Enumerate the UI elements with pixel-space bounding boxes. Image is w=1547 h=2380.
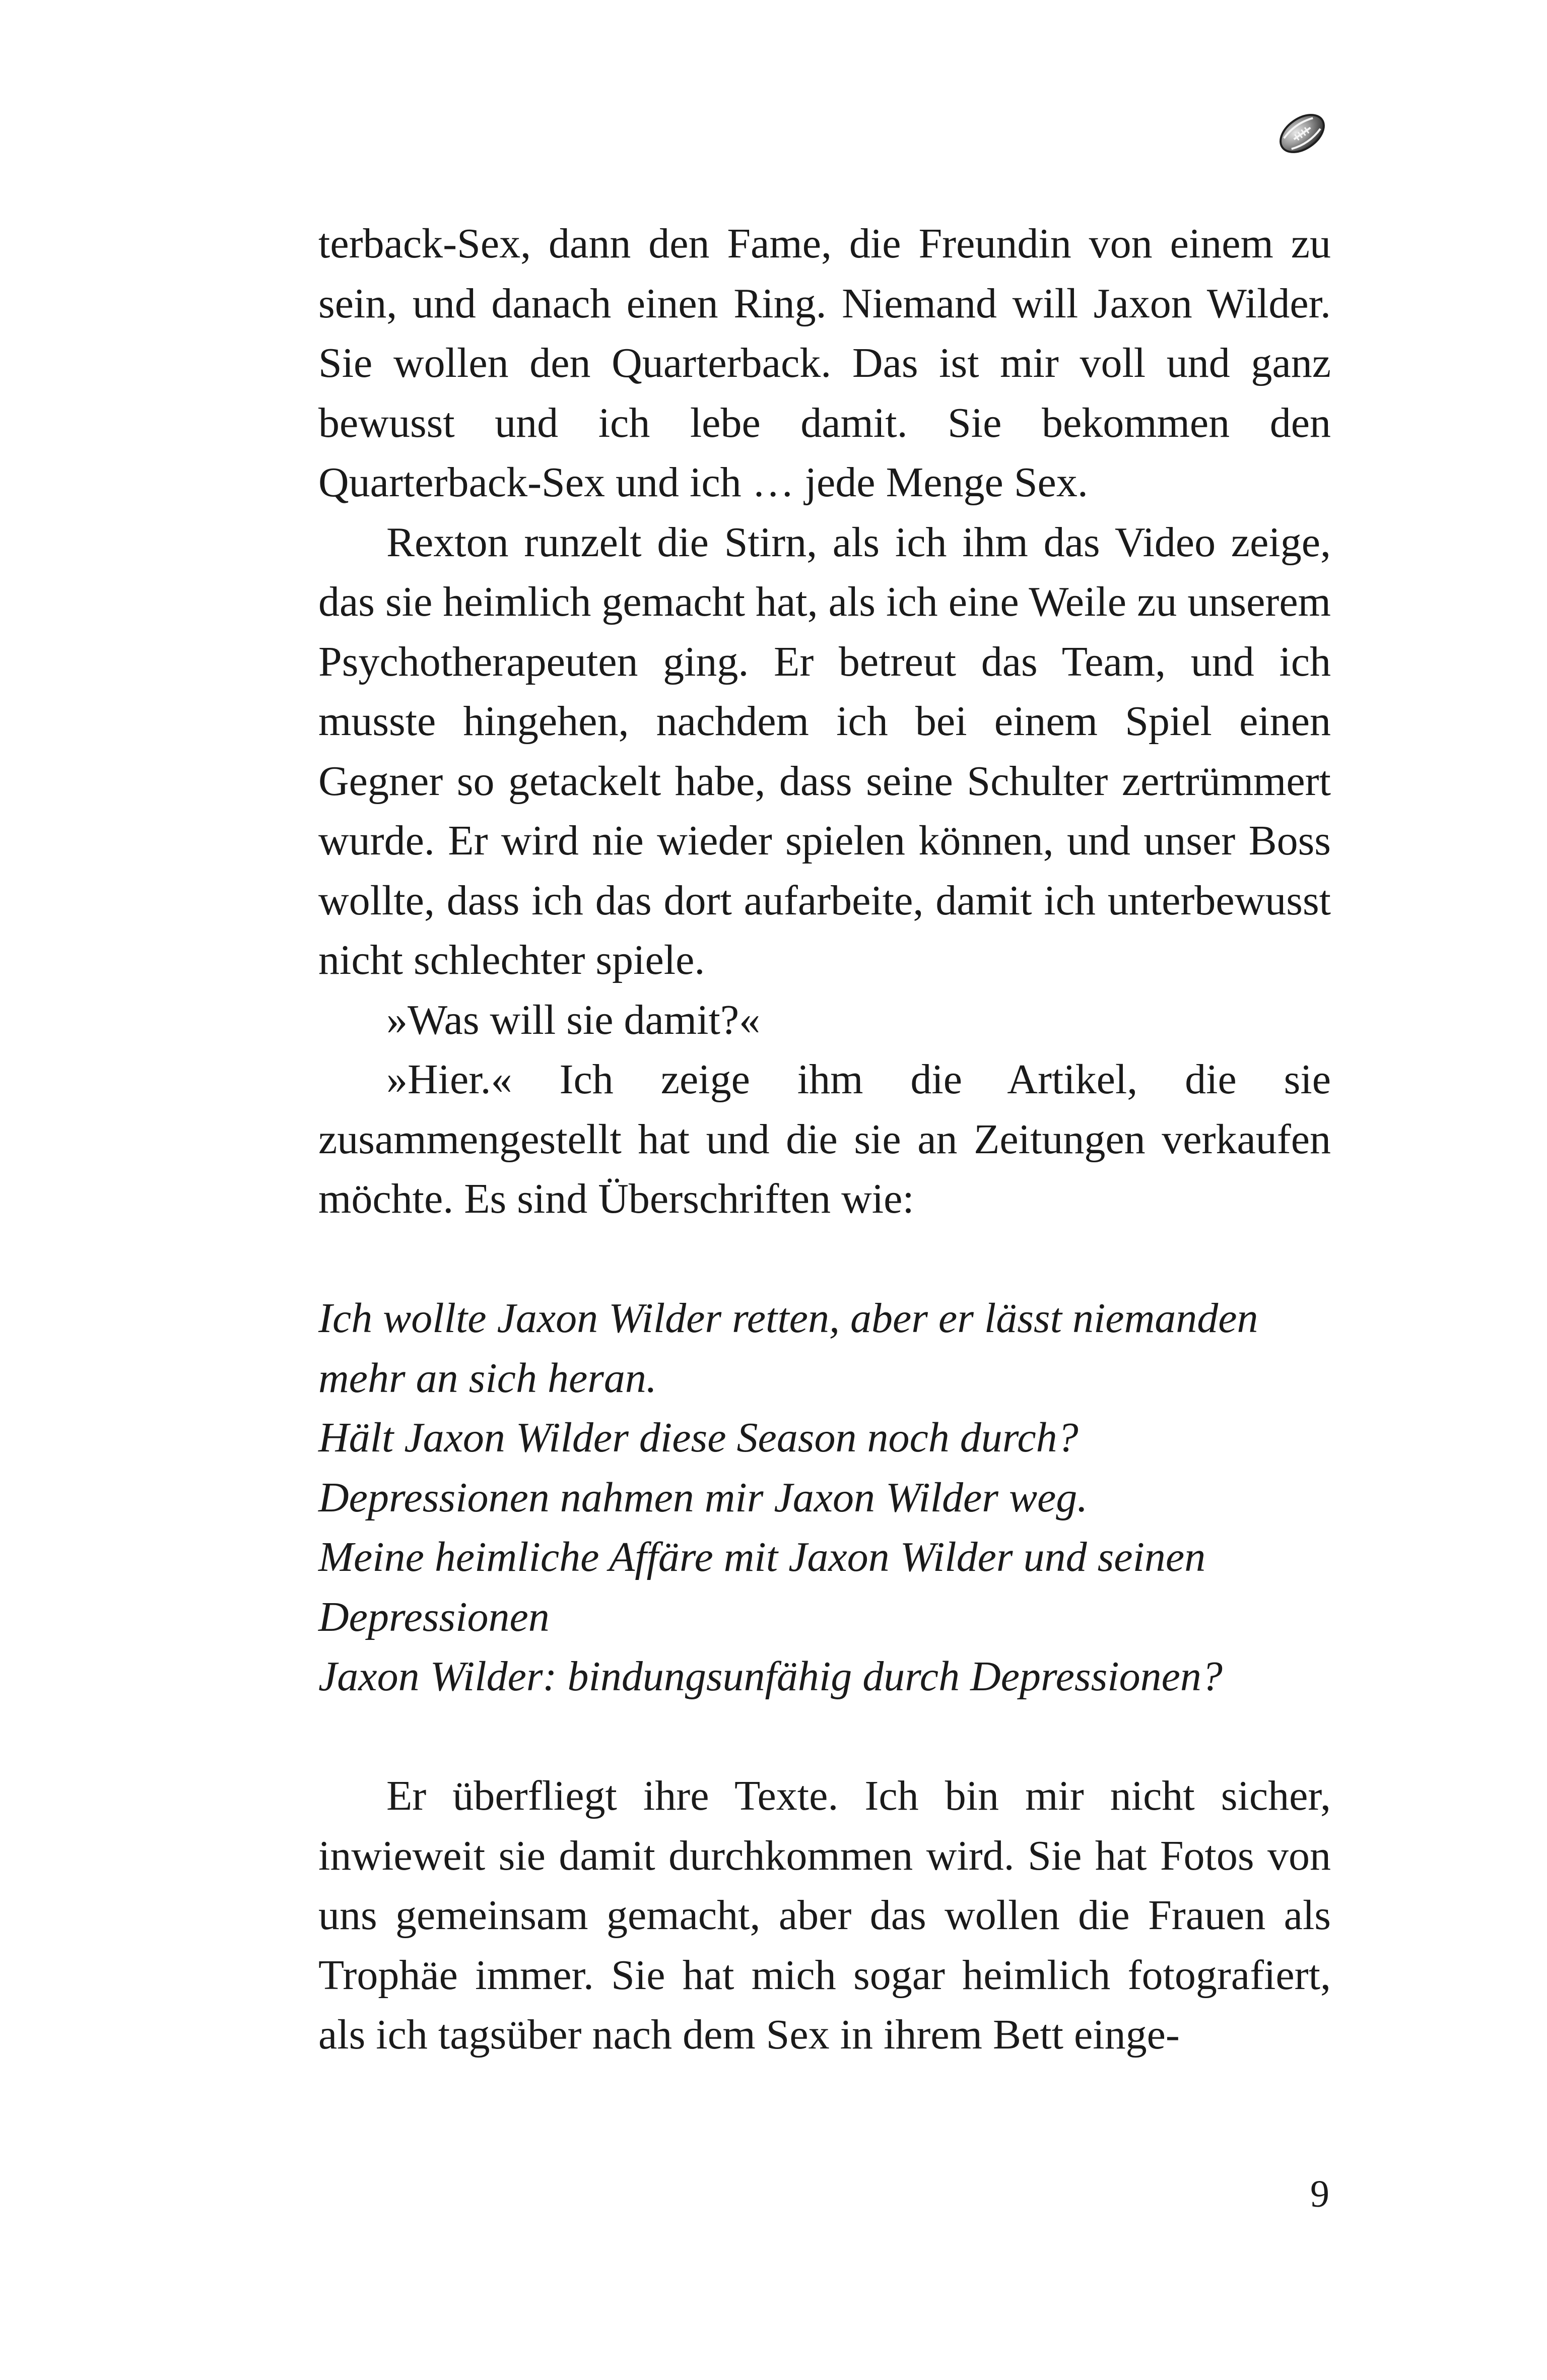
spacer — [318, 1229, 1331, 1289]
spacer — [318, 1707, 1331, 1767]
headline-item: Hält Jaxon Wilder diese Season noch durch? — [318, 1414, 1079, 1461]
paragraph: terback-Sex, dann den Fame, die Freundin von einem zu sein, und danach einen Ring. Niemand will Jaxon Wilder. Sie wollen den Quarterback. Das ist mir voll und ganz bewusst und ich lebe damit. Sie bekommen den Quarterback-Sex und ich … jede Menge Sex. — [318, 220, 1331, 506]
football-icon — [1274, 106, 1330, 161]
headline-item: Meine heimliche Affäre mit Jaxon Wilder und seinen Depressionen — [318, 1534, 1206, 1640]
paragraph: Er überfliegt ihre Texte. Ich bin mir nicht sicher, inwieweit sie damit durchkommen wird. Sie hat Fotos von uns gemeinsam gemacht, aber das wollen die Frauen als Trophäe immer. Sie hat mich sogar heimlich fotografiert, als ich tagsüber nach dem Sex in ihrem Bett einge- — [318, 1772, 1331, 2058]
headline-list — [318, 1289, 1331, 1707]
paragraph: »Was will sie damit?« — [386, 996, 761, 1043]
main-text — [318, 214, 1331, 2065]
headline-item: Depressionen nahmen mir Jaxon Wilder weg. — [318, 1474, 1088, 1521]
paragraph: »Hier.« Ich zeige ihm die Artikel, die sie zusammengestellt hat und die sie an Zeitungen verkaufen möchte. Es sind Überschriften wie: — [318, 1056, 1331, 1222]
page-number: 9 — [1310, 2173, 1329, 2215]
headline-item: Ich wollte Jaxon Wilder retten, aber er lässt niemanden mehr an sich heran. — [318, 1295, 1258, 1402]
headline-item: Jaxon Wilder: bindungsunfähig durch Depressionen? — [318, 1653, 1223, 1700]
paragraph: Rexton runzelt die Stirn, als ich ihm das Video zeige, das sie heimlich gemacht hat, als ich eine Weile zu unserem Psychotherapeuten ging. Er betreut das Team, und ich musste hingehen, nachdem ich bei einem Spiel einen Gegner so getackelt habe, dass seine Schulter zertrümmert wurde. Er wird nie wieder spielen können, und unser Boss wollte, dass ich das dort aufarbeite, damit ich unterbewusst nicht schlechter spiele. — [318, 518, 1331, 983]
